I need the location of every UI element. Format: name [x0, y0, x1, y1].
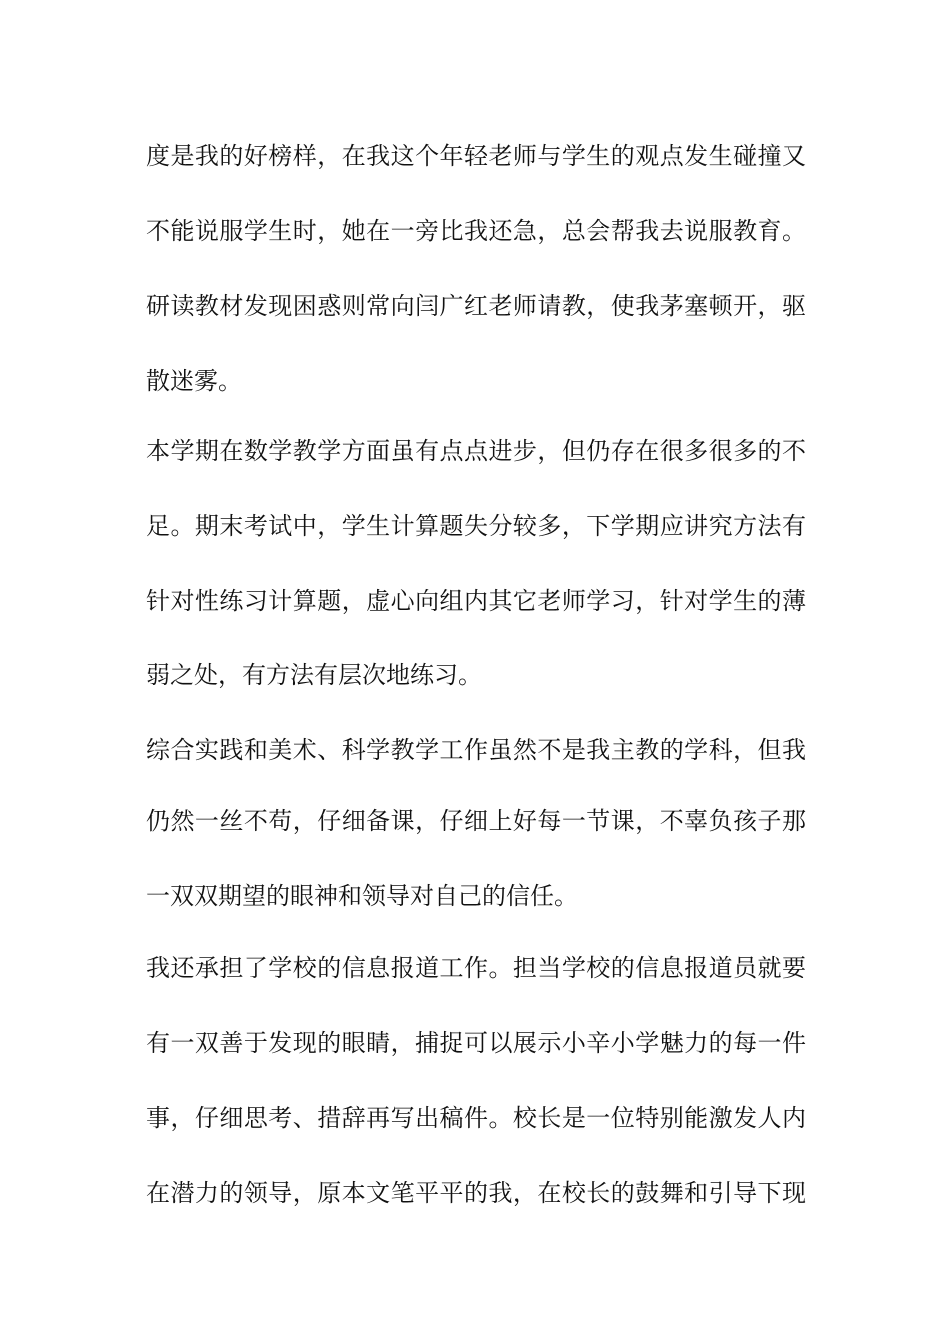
text-line: 散迷雾。: [146, 367, 242, 395]
text-line: 我还承担了学校的信息报道工作。担当学校的信息报道员就要: [146, 954, 806, 982]
text-line: 度是我的好榜样，在我这个年轻老师与学生的观点发生碰撞又: [146, 142, 806, 170]
text-line: 研读教材发现困惑则常向闫广红老师请教，使我茅塞顿开，驱: [146, 292, 806, 320]
text-line: 针对性练习计算题，虚心向组内其它老师学习，针对学生的薄: [146, 587, 806, 615]
text-line: 足。期末考试中，学生计算题失分较多，下学期应讲究方法有: [146, 512, 806, 540]
text-line: 一双双期望的眼神和领导对自己的信任。: [146, 882, 578, 910]
text-line: 弱之处，有方法有层次地练习。: [146, 661, 482, 689]
text-line: 本学期在数学教学方面虽有点点进步，但仍存在很多很多的不: [146, 437, 806, 465]
text-line: 不能说服学生时，她在一旁比我还急，总会帮我去说服教育。: [146, 217, 806, 245]
text-line: 事，仔细思考、措辞再写出稿件。校长是一位特别能激发人内: [146, 1104, 806, 1132]
text-line: 在潜力的领导，原本文笔平平的我，在校长的鼓舞和引导下现: [146, 1179, 806, 1207]
text-line: 有一双善于发现的眼睛，捕捉可以展示小辛小学魅力的每一件: [146, 1029, 806, 1057]
text-line: 综合实践和美术、科学教学工作虽然不是我主教的学科，但我: [146, 736, 806, 764]
text-line: 仍然一丝不苟，仔细备课，仔细上好每一节课，不辜负孩子那: [146, 807, 806, 835]
